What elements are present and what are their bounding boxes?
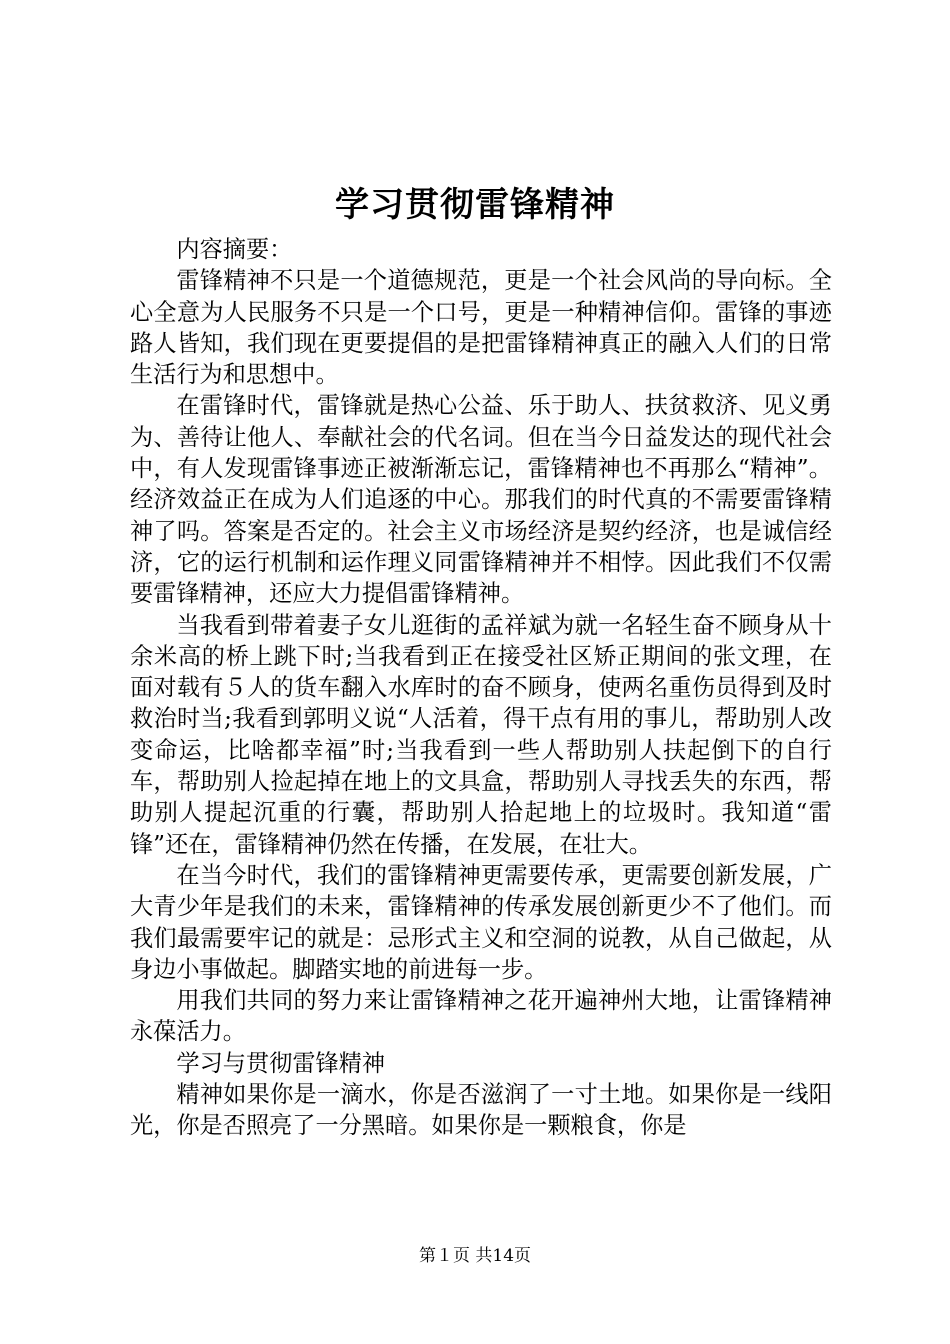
document-title: 学习贯彻雷锋精神 xyxy=(335,185,615,225)
document-body xyxy=(130,234,832,1142)
paragraph: 精神如果你是一滴水，你是否滋润了一寸土地。如果你是一线阳光，你是否照亮了一分黑暗。如果你是一颗粮食，你是 xyxy=(130,1081,832,1140)
paragraph: 用我们共同的努力来让雷锋精神之花开遍神州大地，让雷锋精神永葆活力。 xyxy=(130,987,832,1046)
section-heading: 学习与贯彻雷锋精神 xyxy=(176,1049,386,1077)
page-number-footer: 第１页 共14页 xyxy=(418,1246,532,1266)
paragraph: 当我看到带着妻子女儿逛街的孟祥斌为就一名轻生奋不顾身从十余米高的桥上跳下时;当我看到正在接受社区矫正期间的张文理，在面对载有５人的货车翻入水库时的奋不顾身，使两名重伤员得到及时救治时当;我看到郭明义说“人活着，得干点有用的事儿，帮助别人改变命运，比啥都幸福”时;当我看到一些人帮助别人扶起倒下的自行车，帮助别人捡起掉在地上的文具盒，帮助别人寻找丢失的东西，帮助别人提起沉重的行囊，帮助别人拾起地上的垃圾时。我知道“雷锋”还在，雷锋精神仍然在传播，在发展，在壮大。 xyxy=(130,611,832,858)
paragraph: 在雷锋时代，雷锋就是热心公益、乐于助人、扶贫救济、见义勇为、善待让他人、奉献社会的代名词。但在当今日益发达的现代社会中，有人发现雷锋事迹正被渐渐忘记，雷锋精神也不再那么“精神”。经济效益正在成为人们追逐的中心。那我们的时代真的不需要雷锋精神了吗。答案是否定的。社会主义市场经济是契约经济，也是诚信经济，它的运行机制和运作理义同雷锋精神并不相悖。因此我们不仅需要雷锋精神，还应大力提倡雷锋精神。 xyxy=(130,392,832,608)
paragraph: 在当今时代，我们的雷锋精神更需要传承，更需要创新发展，广大青少年是我们的未来，雷锋精神的传承发展创新更少不了他们。而我们最需要牢记的就是：忌形式主义和空洞的说教，从自己做起，从身边小事做起。脚踏实地的前进每一步。 xyxy=(130,861,832,983)
paragraph: 雷锋精神不只是一个道德规范，更是一个社会风尚的导向标。全心全意为人民服务不只是一个口号，更是一种精神信仰。雷锋的事迹路人皆知，我们现在更要提倡的是把雷锋精神真正的融入人们的日常生活行为和思想中。 xyxy=(130,267,832,389)
abstract-heading: 内容摘要： xyxy=(176,236,293,263)
